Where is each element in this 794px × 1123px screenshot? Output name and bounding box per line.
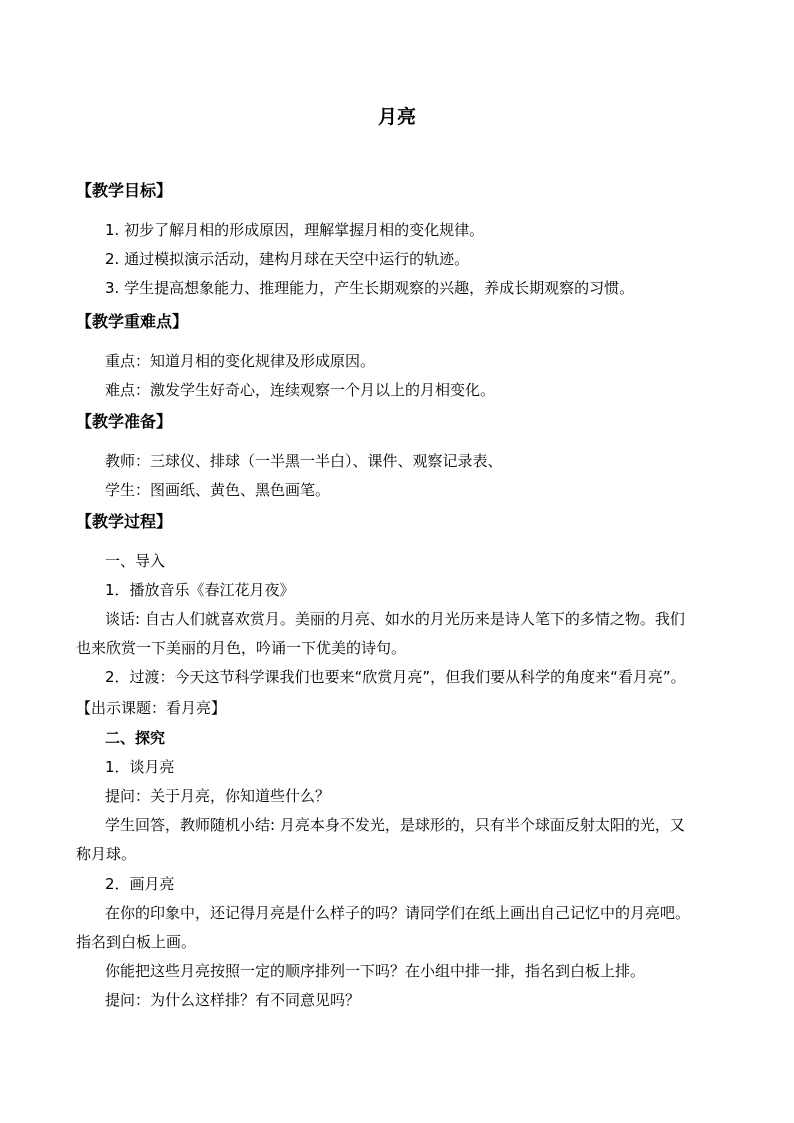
process-line: 提问：为什么这样排？有不同意见吗？ — [105, 991, 361, 1009]
process-line: 提问：关于月亮，你知道些什么？ — [105, 787, 331, 805]
lesson-topic-text: 【出示课题：看月亮】 — [76, 699, 227, 717]
process-step-heading: 一、导入 — [105, 552, 166, 570]
process-line: 指名到白板上画。 — [76, 933, 197, 951]
process-line: 1．谈月亮 — [105, 758, 175, 776]
process-line: 你能把这些月亮按照一定的顺序排列一下吗？在小组中排一排，指名到白板上排。 — [105, 962, 646, 980]
heading-teaching-process: 【教学过程】 — [76, 512, 173, 531]
key-point-text: 重点：知道月相的变化规律及形成原因。 — [105, 352, 376, 370]
objective-item: 3. 学生提高想象能力、推理能力，产生长期观察的兴趣，养成长期观察的习惯。 — [105, 279, 635, 297]
process-line: 也来欣赏一下美丽的月色，吟诵一下优美的诗句。 — [76, 639, 407, 657]
heading-teaching-preparation: 【教学准备】 — [76, 412, 173, 431]
document-title: 月亮 — [377, 106, 416, 128]
objective-item: 1. 初步了解月相的形成原因，理解掌握月相的变化规律。 — [105, 221, 485, 239]
heading-teaching-objectives: 【教学目标】 — [76, 181, 173, 200]
process-line: 1．播放音乐《春江花月夜》 — [105, 581, 295, 599]
heading-key-difficult-points: 【教学重难点】 — [76, 312, 189, 331]
process-line: 2．画月亮 — [105, 875, 175, 893]
student-materials-text: 学生：图画纸、黄色、黑色画笔。 — [105, 481, 331, 499]
process-line: 称月球。 — [76, 845, 137, 863]
objective-item: 2. 通过模拟演示活动，建构月球在天空中运行的轨迹。 — [105, 250, 470, 268]
teacher-materials-text: 教师：三球仪、排球（一半黑一半白）、课件、观察记录表、 — [105, 452, 503, 470]
process-line: 谈话: 自古人们就喜欢赏月。美丽的月亮、如水的月光历来是诗人笔下的多情之物。我们 — [105, 610, 685, 628]
process-line: 学生回答，教师随机小结: 月亮本身不发光，是球形的，只有半个球面反射太阳的光，又 — [105, 816, 685, 834]
process-step-heading: 二、探究 — [105, 729, 166, 747]
process-line: 在你的印象中，还记得月亮是什么样子的吗？请同学们在纸上画出自己记忆中的月亮吧。 — [105, 904, 691, 922]
process-line: 2．过渡：今天这节科学课我们也要来“欣赏月亮”，但我们要从科学的角度来“看月亮”。 — [105, 668, 686, 686]
difficult-point-text: 难点：激发学生好奇心，连续观察一个月以上的月相变化。 — [105, 381, 496, 399]
